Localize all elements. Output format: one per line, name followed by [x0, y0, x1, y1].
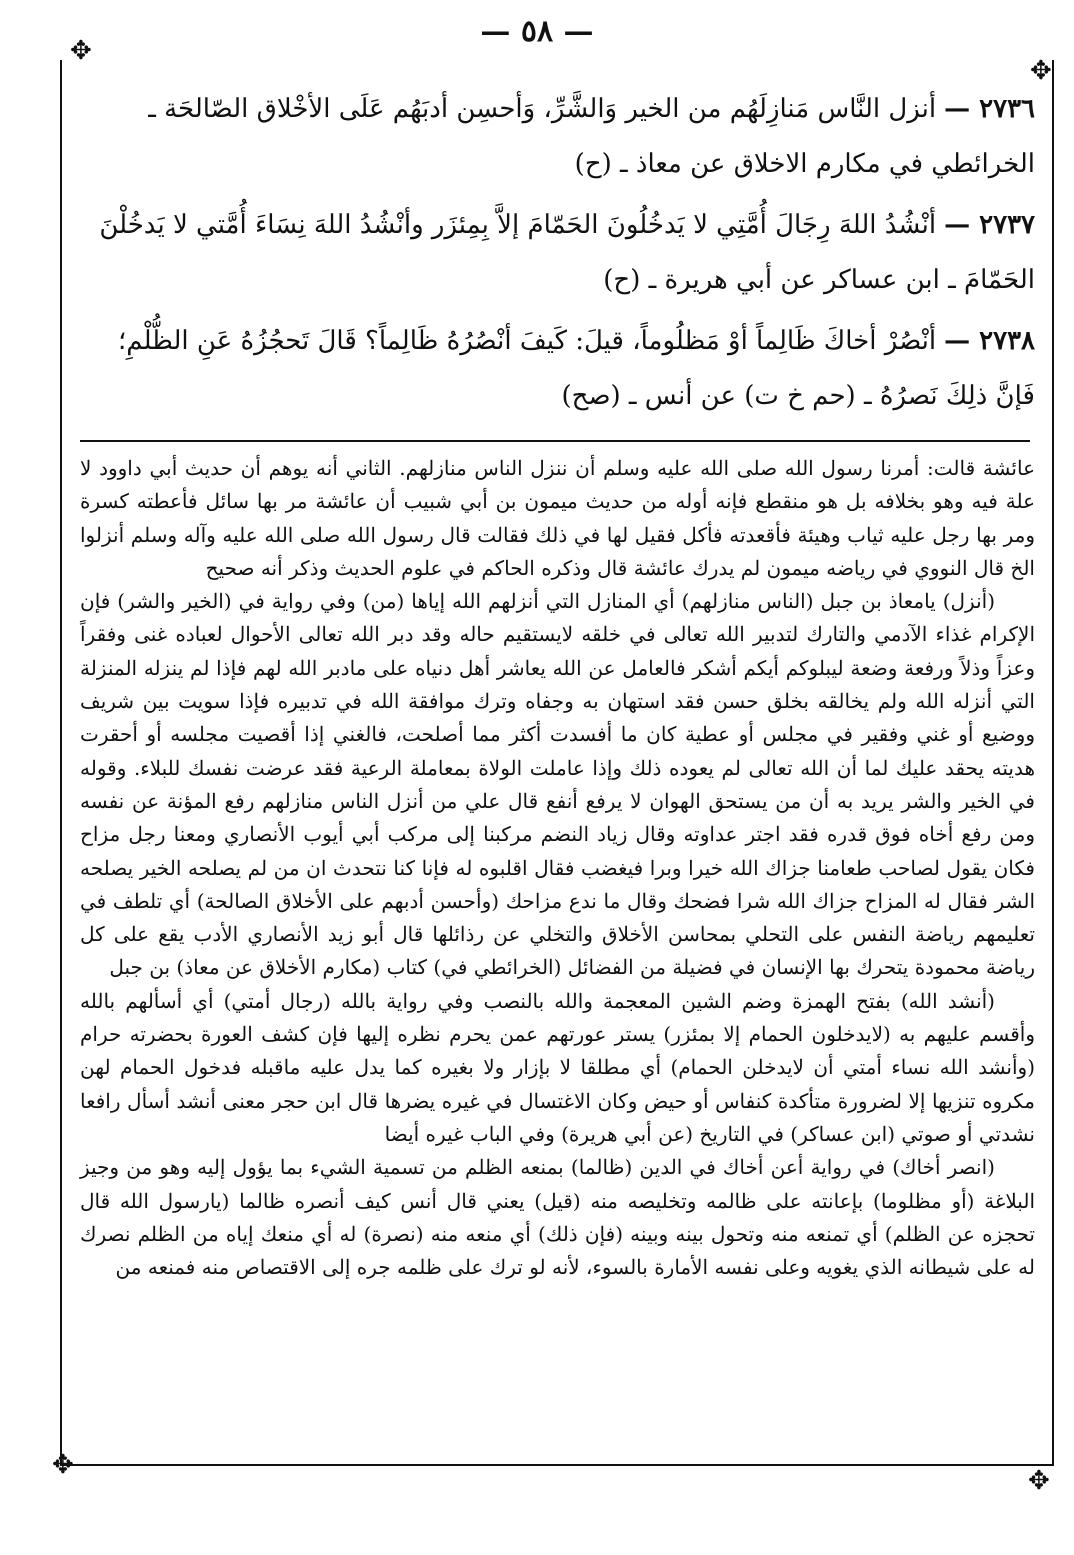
hadith-text: أنزل النَّاس مَنازِلَهُم من الخير وَالشَّرِّ، وَأحسِن أدبَهُم عَلَى الأخْلاق الصّالحَة ـ الخرائطي في مكارم الاخلاق عن معاذ ـ (ح) — [148, 94, 1035, 179]
corner-ornament-icon: ✥ — [52, 1450, 74, 1480]
hadith-entry — [80, 82, 1035, 192]
section-divider — [80, 440, 1030, 442]
page-number: — ٥٨ — — [480, 14, 594, 49]
commentary-paragraph: (أنزل) يامعاذ بن جبل (الناس منازلهم) أي المنازل التي أنزلهم الله إياها (من) وفي رواية في (الخير والشر) فإن الإكرام غذاء الآدمي والتارك لتدبير الله تعالى في خلقه لايستقيم حاله وقد دبر الله تعالى الأحوال لعباده غنى وفقراً وعزاً وذلاً ورفعة وضعة ليبلوكم أيكم أشكر فالعامل عن الله يعاشر أهل دنياه على مادبر الله لهم فإذا لم ينزله المنزلة التي أنزله الله ولم يخالقه بخلق حسن فقد استهان به وجفاه وترك موافقة الله في تدبيره فإذا سويت بين شريف ووضيع أو غني وفقير في مجلس أو عطية كان ما أفسدت أكثر مما أصلحت، فالغني إذا أقصيت مجلسه أو أحقرت هديته يحقد عليك لما أن الله تعالى لم يعوده ذلك وإذا عاملت الولاة بمعاملة الرعية فقد عرضت نفسك للبلاء. وقوله في الخير والشر يريد به أن من يستحق الهوان لا يرفع أنفع قال علي من أنزل الناس منازلهم رفع المؤنة عن نفسه ومن رفع أخاه فوق قدره فقد اجتر عداوته وقال زياد النضم مركبنا إلى مركب أبي أيوب الأنصاري ومعنا رجل مزاح فكان يقول لصاحب طعامنا جزاك الله خيرا وبرا فيغضب فقال اقلبوه له فإنا كنا نتحدث ان من لم يصلحه الخير يصلحه الشر فقال له المزاح جزاك الله شرا فضحك وقال ما ندع مزاحك (وأحسن أدبهم على الأخلاق الصالحة) أي تلطف في تعليمهم رياضة النفس على التحلي بمحاسن الأخلاق والتخلي عن رذائلها قال أبو زيد الأنصاري الأدب يقع على كل رياضة محمودة يتحرك بها الإنسان في فضيلة من الفضائل (الخرائطي في) كتاب (مكارم الأخلاق عن معاذ) بن جبل — [80, 589, 1035, 980]
corner-ornament-icon: ✥ — [70, 36, 92, 66]
commentary-paragraph: (أنشد الله) بفتح الهمزة وضم الشين المعجمة والله بالنصب وفي رواية بالله (رجال أمتي) أي أسألهم بالله وأقسم عليهم به (لايدخلون الحمام إلا بمئزر) يستر عورتهم عمن يحرم نظره إليها فإن كشف العورة بحضرته حرام (وأنشد الله نساء أمتي أن لايدخلن الحمام) أي مطلقا لا بإزار ولا بغيره كما يدل عليه ماقبله فدخول الحمام لهن مكروه تنزيها إلا لضرورة متأكدة كنفاس أو حيض وكان الاغتسال في غيره يضرها قال ابن حجر معنى أنشد أسأل رافعا نشدتي أو صوتي (ابن عساكر) في التاريخ (عن أبي هريرة) وفي الباب غيره أيضا — [80, 988, 1036, 1146]
page-frame-right — [1052, 60, 1054, 1465]
commentary-paragraph: عائشة قالت: أمرنا رسول الله صلى الله عليه وسلم أن ننزل الناس منازلهم. الثاني أنه يوهم أن حديث أبي داوود لا علة فيه وهو بخلافه بل هو منقطع فإنه أوله من حديث ميمون بن أبي شبيب أن عائشة مر بها سائل فأعطته كسرة ومر بها رجل عليه ثياب وهيئة فأقعدته فأكل فقيل لها في ذلك فقالت قال رسول الله صلى الله عليه وآله وسلم أنزلوا الخ قال النووي في رياضه ميمون لم يدرك عائشة قال وذكره الحاكم في علوم الحديث وذكر أنه صحيح — [80, 456, 1035, 580]
corner-ornament-icon: ✥ — [1028, 1466, 1050, 1496]
hadith-text: أنْشُدُ اللهَ رِجَالَ أُمَّتِي لا يَدخُلُونَ الحَمّامَ إلاَّ بِمِئزَر وأنْشُدُ اللهَ نِسَاءَ أُمَّتي لا يَدخُلْنَ الحَمّامَ ـ ابن عساكر عن أبي هريرة ـ (ح) — [99, 210, 1035, 295]
hadith-number: ٢٧٣٨ — — [944, 326, 1035, 356]
hadith-entries — [80, 82, 1035, 430]
commentary — [80, 452, 1035, 1284]
hadith-text: أنْصُرْ أخاكَ ظَالِماً أوْ مَظلُوماً، قيلَ: كَيفَ أنْصُرُهُ ظَالِماً؟ قَالَ تَحجُزُهُ عَنِ الظُّلْمِ؛ فَإنَّ ذلِكَ نَصرُهُ ـ (حم خ ت) عن أنس ـ (صح) — [118, 326, 1035, 411]
commentary-paragraph: (انصر أخاك) في رواية أعن أخاك في الدين (ظالما) بمنعه الظلم من تسمية الشيء بما يؤول إليه وهو من وجيز البلاغة (أو مظلوما) بإعانته على ظالمه وتخليصه منه (قيل) يعني قال أنس كيف أنصره ظالما (يارسول الله قال تحجزه عن الظلم) أي تمنعه منه وتحول بينه وبينه (فإن ذلك) أي منعه منه (نصرة) له أي منعك إياه من الظلم نصرك له على شيطانه الذي يغويه وعلى نفسه الأمارة بالسوء، لأنه لو ترك على ظلمه جره إلى الاقتصاص منه فمنعه من — [80, 1155, 1035, 1280]
hadith-number: ٢٧٣٧ — — [944, 210, 1035, 240]
corner-ornament-icon: ✥ — [1030, 56, 1052, 86]
hadith-number: ٢٧٣٦ — — [944, 94, 1035, 124]
page-frame-left — [60, 60, 62, 1465]
hadith-entry — [80, 198, 1035, 308]
hadith-entry — [80, 314, 1035, 424]
page-frame-bottom — [60, 1464, 1054, 1466]
